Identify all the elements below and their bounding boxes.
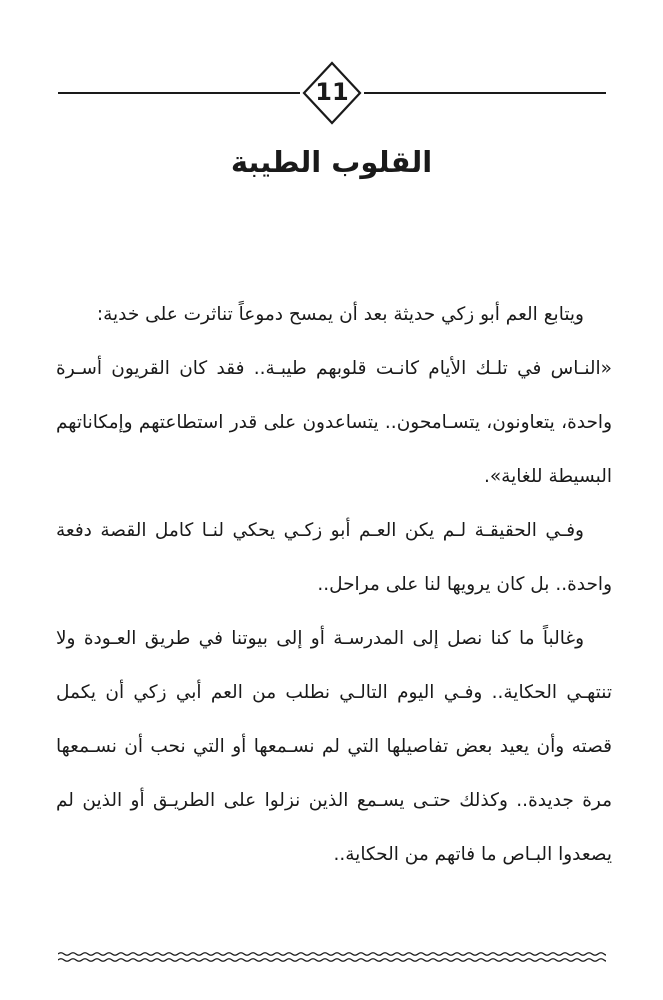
paragraph-4: وغالباً ما كنا نصل إلى المدرسـة أو إلى بيوتنا في طريق العـودة ولا تنتهـي الحكاية.. وفـي اليوم التالـي نطلب من العم أبي زكي أن يكمل قصته وأن يعيد بعض تفاصيلها التي لم نسـمعها أو التي نحب أن نسـمعها مرة جديدة.. وكذلك حتـى يسـمع الذين نزلوا على الطريـق أو الذين لم يصعدوا البـاص ما فاتهم من الحكاية..: [56, 628, 612, 865]
paragraph-1: ويتابع العم أبو زكي حديثة بعد أن يمسح دموعاً تناثرت على خدية:: [96, 304, 584, 325]
paragraph-2: «النـاس في تلـك الأيام كانـت قلوبهم طيبـة.. فقد كان القريون أسـرة واحدة، يتعاونون، يتسـامحون.. يتساعدون على قدر استطاعتهم وإمكاناتهم البسيطة للغاية».: [56, 358, 612, 487]
chapter-number: 11: [315, 78, 349, 106]
chapter-header: [0, 0, 663, 179]
chapter-title: القلوب الطيبة: [230, 145, 433, 179]
paragraph-3: وفـي الحقيقـة لـم يكن العـم أبو زكـي يحكي لنـا كامل القصة دفعة واحدة.. بل كان يرويها لنا على مراحل..: [56, 520, 612, 595]
footer-wave-divider: [58, 950, 606, 964]
chapter-body: [56, 288, 612, 882]
header-rule-left: [58, 92, 300, 94]
header-rule-right: [364, 92, 606, 94]
